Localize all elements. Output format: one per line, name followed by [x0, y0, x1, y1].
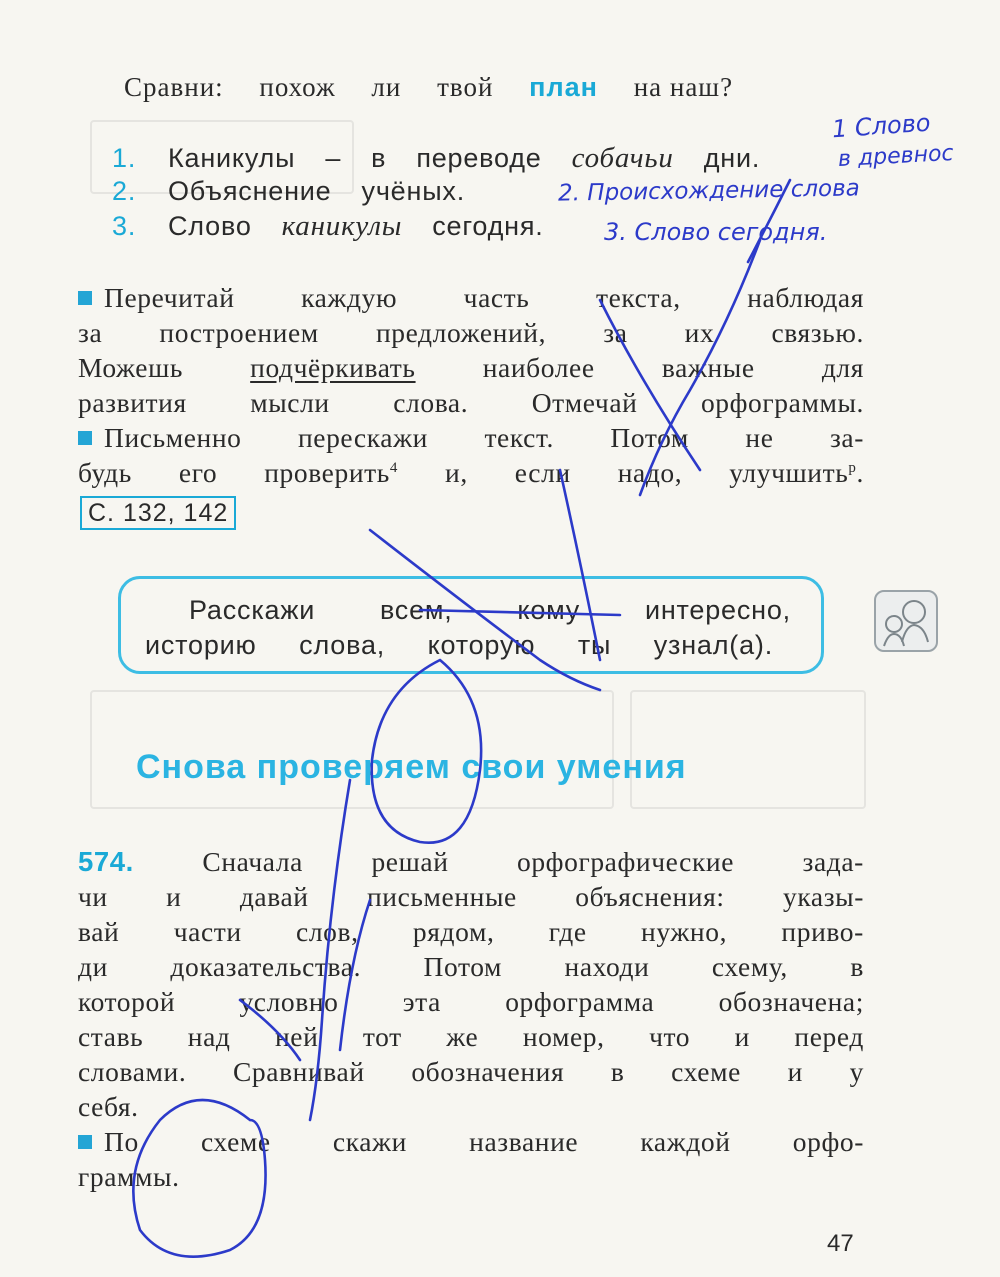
- word: рядом,: [412, 916, 495, 947]
- word: которую: [427, 630, 536, 660]
- word: ди: [78, 951, 108, 982]
- word: важные: [661, 352, 755, 383]
- handwritten-answer-2: 2. Происхождение слова: [557, 175, 861, 207]
- word: Расскажи: [189, 595, 316, 625]
- underlined-word: подчёркивать: [250, 352, 416, 383]
- word: их: [684, 317, 715, 348]
- word: его: [178, 457, 218, 488]
- word: перескажи: [297, 422, 428, 453]
- plan-word: Каникулы: [168, 143, 296, 173]
- word: словами.: [78, 1056, 187, 1087]
- word: за: [603, 317, 628, 348]
- plan-word: учёных.: [361, 176, 466, 206]
- compare-word: похож: [259, 72, 336, 102]
- word: в: [610, 1056, 625, 1087]
- plan-word: переводе: [416, 143, 542, 173]
- word: условно: [239, 986, 339, 1017]
- word: не: [745, 422, 774, 453]
- word: орфограмма: [505, 986, 655, 1017]
- word: за: [78, 317, 103, 348]
- plan-word: дни.: [703, 143, 761, 173]
- plan-word: Объяснение: [168, 176, 332, 206]
- word: обозначения: [411, 1056, 565, 1087]
- plan-word: –: [325, 143, 342, 173]
- pen-stroke: [640, 240, 760, 495]
- word: вай: [78, 916, 120, 947]
- plan-word: каникулы: [281, 210, 403, 242]
- word: развития: [78, 387, 187, 418]
- word: указы-: [783, 881, 864, 912]
- word: решай: [371, 846, 449, 877]
- word: орфографические: [516, 846, 735, 877]
- word: интересно,: [644, 595, 791, 625]
- pen-stroke: [560, 470, 600, 660]
- word: Отмечай: [531, 387, 638, 418]
- word: же: [446, 1021, 479, 1052]
- word: название: [469, 1126, 579, 1157]
- pen-stroke: [310, 780, 350, 1120]
- word: доказательства.: [170, 951, 362, 982]
- pen-stroke: [748, 180, 790, 262]
- plan-highlight: план: [529, 72, 598, 102]
- word: каждую: [301, 282, 398, 313]
- word: и: [166, 881, 182, 912]
- word: кому: [517, 595, 581, 625]
- word: и: [734, 1021, 750, 1052]
- word: Потом: [610, 422, 689, 453]
- word: всем,: [379, 595, 453, 625]
- word: чи: [78, 881, 108, 912]
- pen-stroke: [340, 900, 370, 1050]
- punctuation: .: [856, 457, 864, 488]
- word: построением: [159, 317, 319, 348]
- footnote-marker: р: [848, 459, 857, 476]
- exercise-number: 574.: [78, 846, 134, 877]
- word: зада-: [802, 846, 864, 877]
- word: и,: [445, 457, 468, 488]
- section-title: Снова проверяем свои умения: [136, 748, 687, 786]
- word: ставь: [78, 1021, 144, 1052]
- word: Потом: [423, 951, 503, 982]
- word: слова.: [393, 387, 469, 418]
- word: скажи: [332, 1126, 407, 1157]
- word: текст.: [484, 422, 554, 453]
- word: тот: [362, 1021, 402, 1052]
- word: орфограммы.: [700, 387, 864, 418]
- handwritten-answer-1a: 1 Слово: [831, 108, 932, 144]
- plan-word: собачьи: [571, 142, 674, 174]
- word: ты: [577, 630, 612, 660]
- word: которой: [78, 986, 176, 1017]
- word: историю: [145, 630, 257, 660]
- word: орфо-: [792, 1126, 864, 1157]
- plan-number: 2.: [112, 176, 137, 206]
- word: у: [849, 1056, 864, 1087]
- word: Сначала: [202, 846, 303, 877]
- page-number: 47: [827, 1230, 854, 1257]
- word: обозначена;: [718, 986, 864, 1017]
- word: наиболее: [482, 352, 595, 383]
- word: перед: [794, 1021, 864, 1052]
- handwritten-answer-1b: в древнос: [837, 140, 955, 173]
- word: проверить: [264, 457, 390, 488]
- word: нужно,: [641, 916, 728, 947]
- footnote-marker: 4: [389, 459, 399, 476]
- compare-word: Сравни:: [124, 72, 224, 102]
- word: По: [104, 1126, 139, 1157]
- word: и: [787, 1056, 803, 1087]
- word: Письменно: [104, 422, 242, 453]
- word: Можешь: [78, 352, 183, 383]
- word: Сравнивай: [232, 1056, 365, 1087]
- word: будь: [78, 457, 132, 488]
- word: за-: [829, 422, 864, 453]
- plan-word: Слово: [168, 211, 252, 241]
- word: приво-: [781, 916, 864, 947]
- word: в: [850, 951, 864, 982]
- word: части: [173, 916, 242, 947]
- word: мысли: [250, 387, 330, 418]
- word: наблюдая: [747, 282, 864, 313]
- pen-stroke: [133, 1100, 265, 1257]
- word: давай: [239, 881, 309, 912]
- handwritten-answer-3: 3. Слово сегодня.: [604, 218, 828, 246]
- pen-stroke: [370, 530, 600, 690]
- word: слова,: [299, 630, 386, 660]
- word: улучшить: [729, 457, 849, 488]
- plan-number: 1.: [112, 143, 137, 173]
- word: письменные: [366, 881, 517, 912]
- word: схеме: [671, 1056, 741, 1087]
- word: схеме: [200, 1126, 271, 1157]
- word: надо,: [617, 457, 683, 488]
- word: если: [514, 457, 571, 488]
- word: где: [548, 916, 587, 947]
- plan-word: в: [371, 143, 387, 173]
- word: находи: [564, 951, 650, 982]
- word: узнал(а).: [653, 630, 773, 660]
- word: Перечитай: [104, 282, 235, 313]
- word: для: [821, 352, 864, 383]
- word: схему,: [711, 951, 788, 982]
- word: каждой: [640, 1126, 731, 1157]
- word: что: [649, 1021, 691, 1052]
- compare-tail: на наш?: [633, 72, 734, 102]
- word: объяснения:: [575, 881, 725, 912]
- compare-word: твой: [437, 72, 494, 102]
- word: связью.: [771, 317, 864, 348]
- word: граммы.: [78, 1161, 180, 1192]
- pen-stroke: [600, 300, 700, 470]
- page-reference: С. 132, 142: [80, 496, 236, 530]
- word: предложений,: [375, 317, 547, 348]
- word: ней: [274, 1021, 319, 1052]
- word: номер,: [522, 1021, 605, 1052]
- pen-stroke: [240, 1000, 300, 1060]
- plan-word: сегодня.: [432, 211, 544, 241]
- word: себя.: [78, 1091, 139, 1122]
- word: часть: [463, 282, 530, 313]
- compare-word: ли: [371, 72, 402, 102]
- word: текста,: [595, 282, 681, 313]
- word: эта: [402, 986, 441, 1017]
- word: над: [187, 1021, 231, 1052]
- pen-stroke: [372, 660, 481, 843]
- word: слов,: [296, 916, 359, 947]
- plan-number: 3.: [112, 211, 137, 241]
